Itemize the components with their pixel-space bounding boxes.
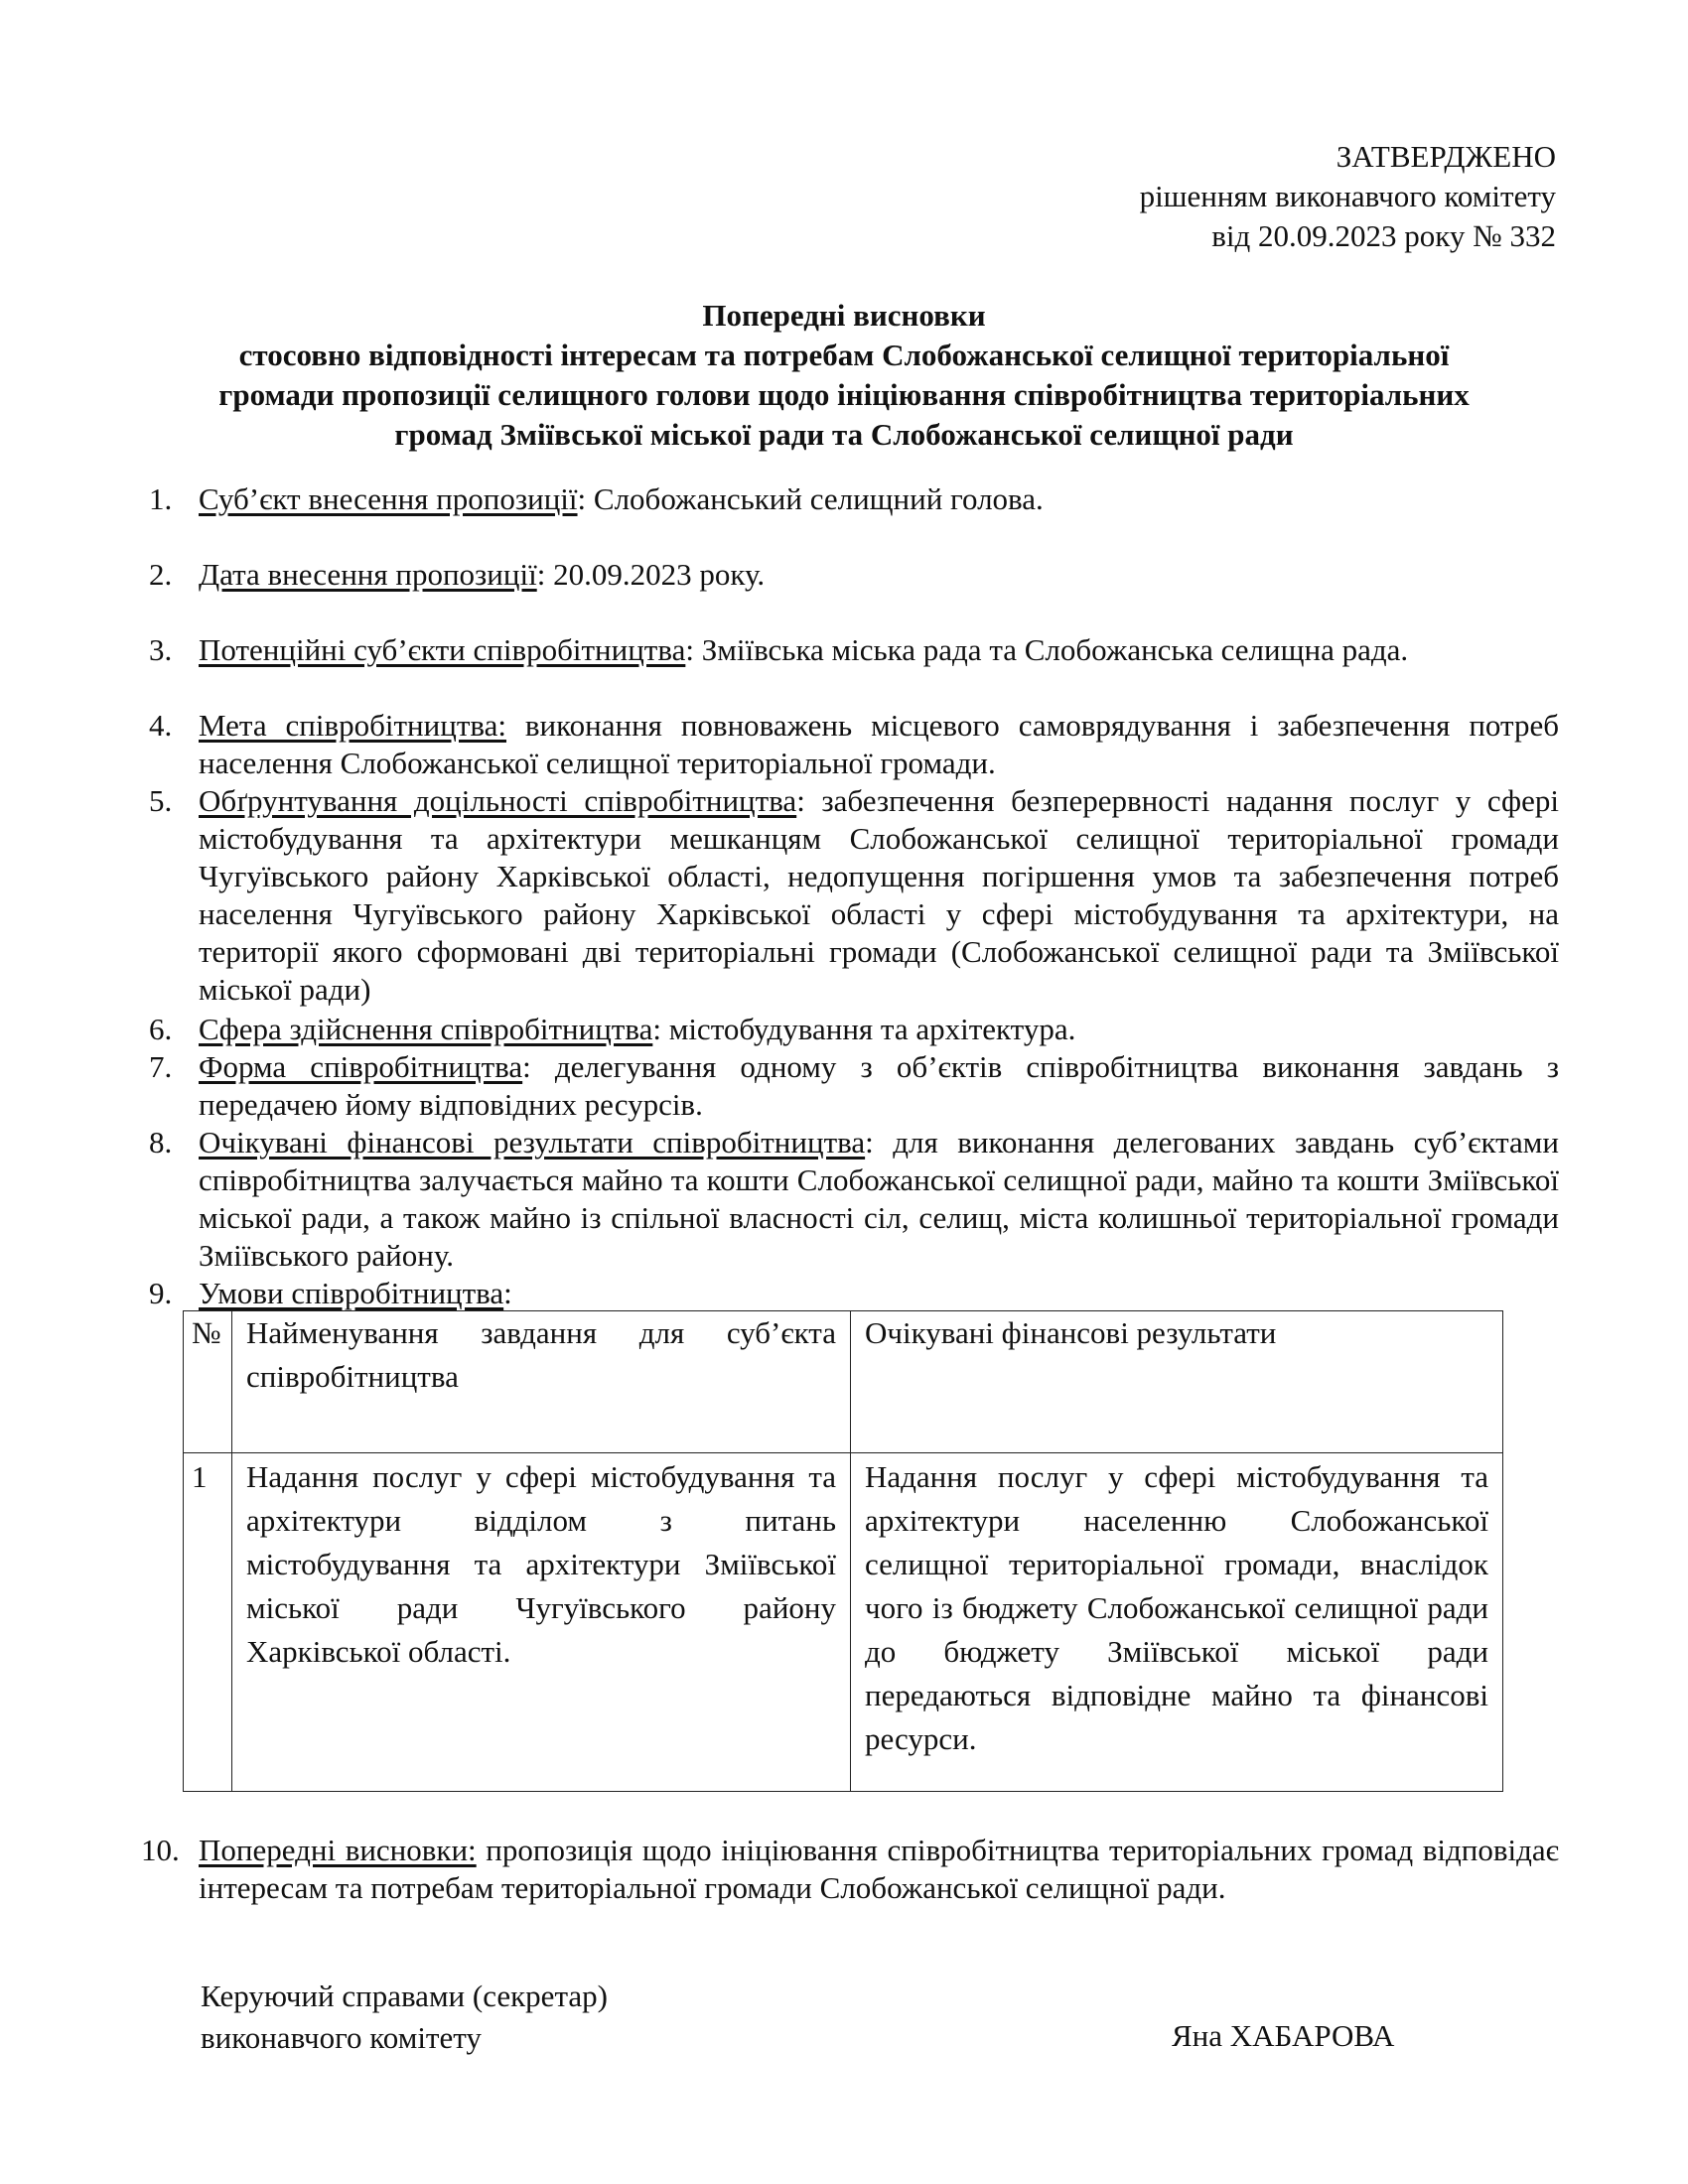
item-heading: Обґрунтування доцільності співробітництва: [199, 783, 797, 818]
table-header-row: [184, 1311, 1503, 1453]
item-heading: Сфера здійснення співробітництва: [199, 1012, 653, 1046]
item-number: 10.: [141, 1833, 180, 1867]
item-text: містобудування та архітектура.: [660, 1012, 1076, 1046]
item-text: делегування одному з об’єктів співробітництва виконання завдань з передачею йому відповідних ресурсів.: [199, 1049, 1559, 1122]
title-line-3: громади пропозиції селищного голови щодо ініціювання співробітництва територіальних: [218, 377, 1470, 412]
cell-number: 1: [184, 1453, 232, 1792]
cell-results: Надання послуг у сфері містобудування та архітектури населенню Слобожанської селищної територіальної громади, внаслідок чого із бюджету Слобожанської селищної ради до бюджету Зміївської міської ради передаються відповідне майно та фінансові ресурси.: [851, 1453, 1503, 1792]
item-heading: Очікувані фінансові результати співробітництва: [199, 1125, 866, 1160]
item-heading: Мета співробітництва:: [199, 708, 506, 743]
cell-task: Надання послуг у сфері містобудування та архітектури відділом з питань містобудування та архітектури Зміївської міської ради Чугуївського району Харківської області.: [232, 1453, 851, 1792]
item-heading: Попередні висновки:: [199, 1833, 477, 1867]
title-line-2: стосовно відповідності інтересам та потребам Слобожанської селищної територіальної: [238, 338, 1450, 372]
header-results: Очікувані фінансові результати: [851, 1311, 1503, 1453]
item-heading: Дата внесення пропозиції: [199, 557, 537, 592]
approval-heading: ЗАТВЕРДЖЕНО: [1336, 139, 1556, 174]
header-task: Найменування завдання для суб’єкта співробітництва: [232, 1311, 851, 1453]
signature-position: [201, 1976, 608, 2059]
header-number: №: [184, 1311, 232, 1453]
item-heading: Умови співробітництва: [199, 1276, 504, 1310]
item-number: 4.: [149, 708, 173, 743]
approval-stamp: [1140, 137, 1556, 256]
cooperation-terms-table: [183, 1310, 1503, 1792]
item-text: Зміївська міська рада та Слобожанська селищна рада.: [693, 632, 1409, 667]
item-text: 20.09.2023 року.: [545, 557, 766, 592]
item-heading: Потенційні суб’єкти співробітництва: [199, 632, 686, 667]
table-row: [184, 1453, 1503, 1792]
signature-position-line-2: виконавчого комітету: [201, 2020, 482, 2055]
signature-name: Яна ХАБАРОВА: [1172, 2018, 1395, 2053]
item-text: Слобожанський селищний голова.: [586, 481, 1044, 516]
approval-decision: рішенням виконавчого комітету: [1139, 179, 1556, 213]
approval-date-number: від 20.09.2023 року № 332: [1211, 218, 1556, 253]
item-heading: Суб’єкт внесення пропозиції: [199, 481, 578, 516]
item-heading: Форма співробітництва: [199, 1049, 523, 1084]
item-text: виконання повноважень місцевого самоврядування і забезпечення потреб населення Слобожанської селищної територіальної громади.: [199, 708, 1559, 780]
item-text: пропозиція щодо ініціювання співробітництва територіальних громад відповідає інтересам та потребам територіальної громади Слобожанської селищної ради.: [199, 1833, 1559, 1905]
title-line-4: громад Зміївської міської ради та Слобожанської селищної ради: [394, 417, 1294, 452]
item-number: 3.: [149, 632, 173, 667]
signature-position-line-1: Керуючий справами (секретар): [201, 1979, 608, 2013]
item-number: 7.: [149, 1049, 173, 1084]
item-number: 5.: [149, 783, 173, 818]
title-line-1: Попередні висновки: [702, 298, 986, 333]
item-number: 6.: [149, 1012, 173, 1046]
item-number: 2.: [149, 557, 173, 592]
item-number: 1.: [149, 481, 173, 516]
item-number: 8.: [149, 1125, 173, 1160]
item-text: забезпечення безперервності надання послуг у сфері містобудування та архітектури мешканцям Слобожанської селищної територіальної громади Чугуївського району Харківської області, недопущення погіршення умов та забезпечення потреб населення Чугуївського району Харківської області у сфері містобудування та архітектури, на території якого сформовані дві територіальні громади (Слобожанської селищної ради та Зміївської міської ради): [199, 783, 1559, 1007]
document-title: [129, 296, 1559, 455]
item-text: для виконання делегованих завдань суб’єктами співробітництва залучається майно та кошти Слобожанської селищної ради, майно та кошти Зміївської міської ради, а також майно із спільної власності сіл, селищ, міста колишньої територіальної громади Зміївського району.: [199, 1125, 1559, 1273]
item-number: 9.: [149, 1276, 173, 1310]
